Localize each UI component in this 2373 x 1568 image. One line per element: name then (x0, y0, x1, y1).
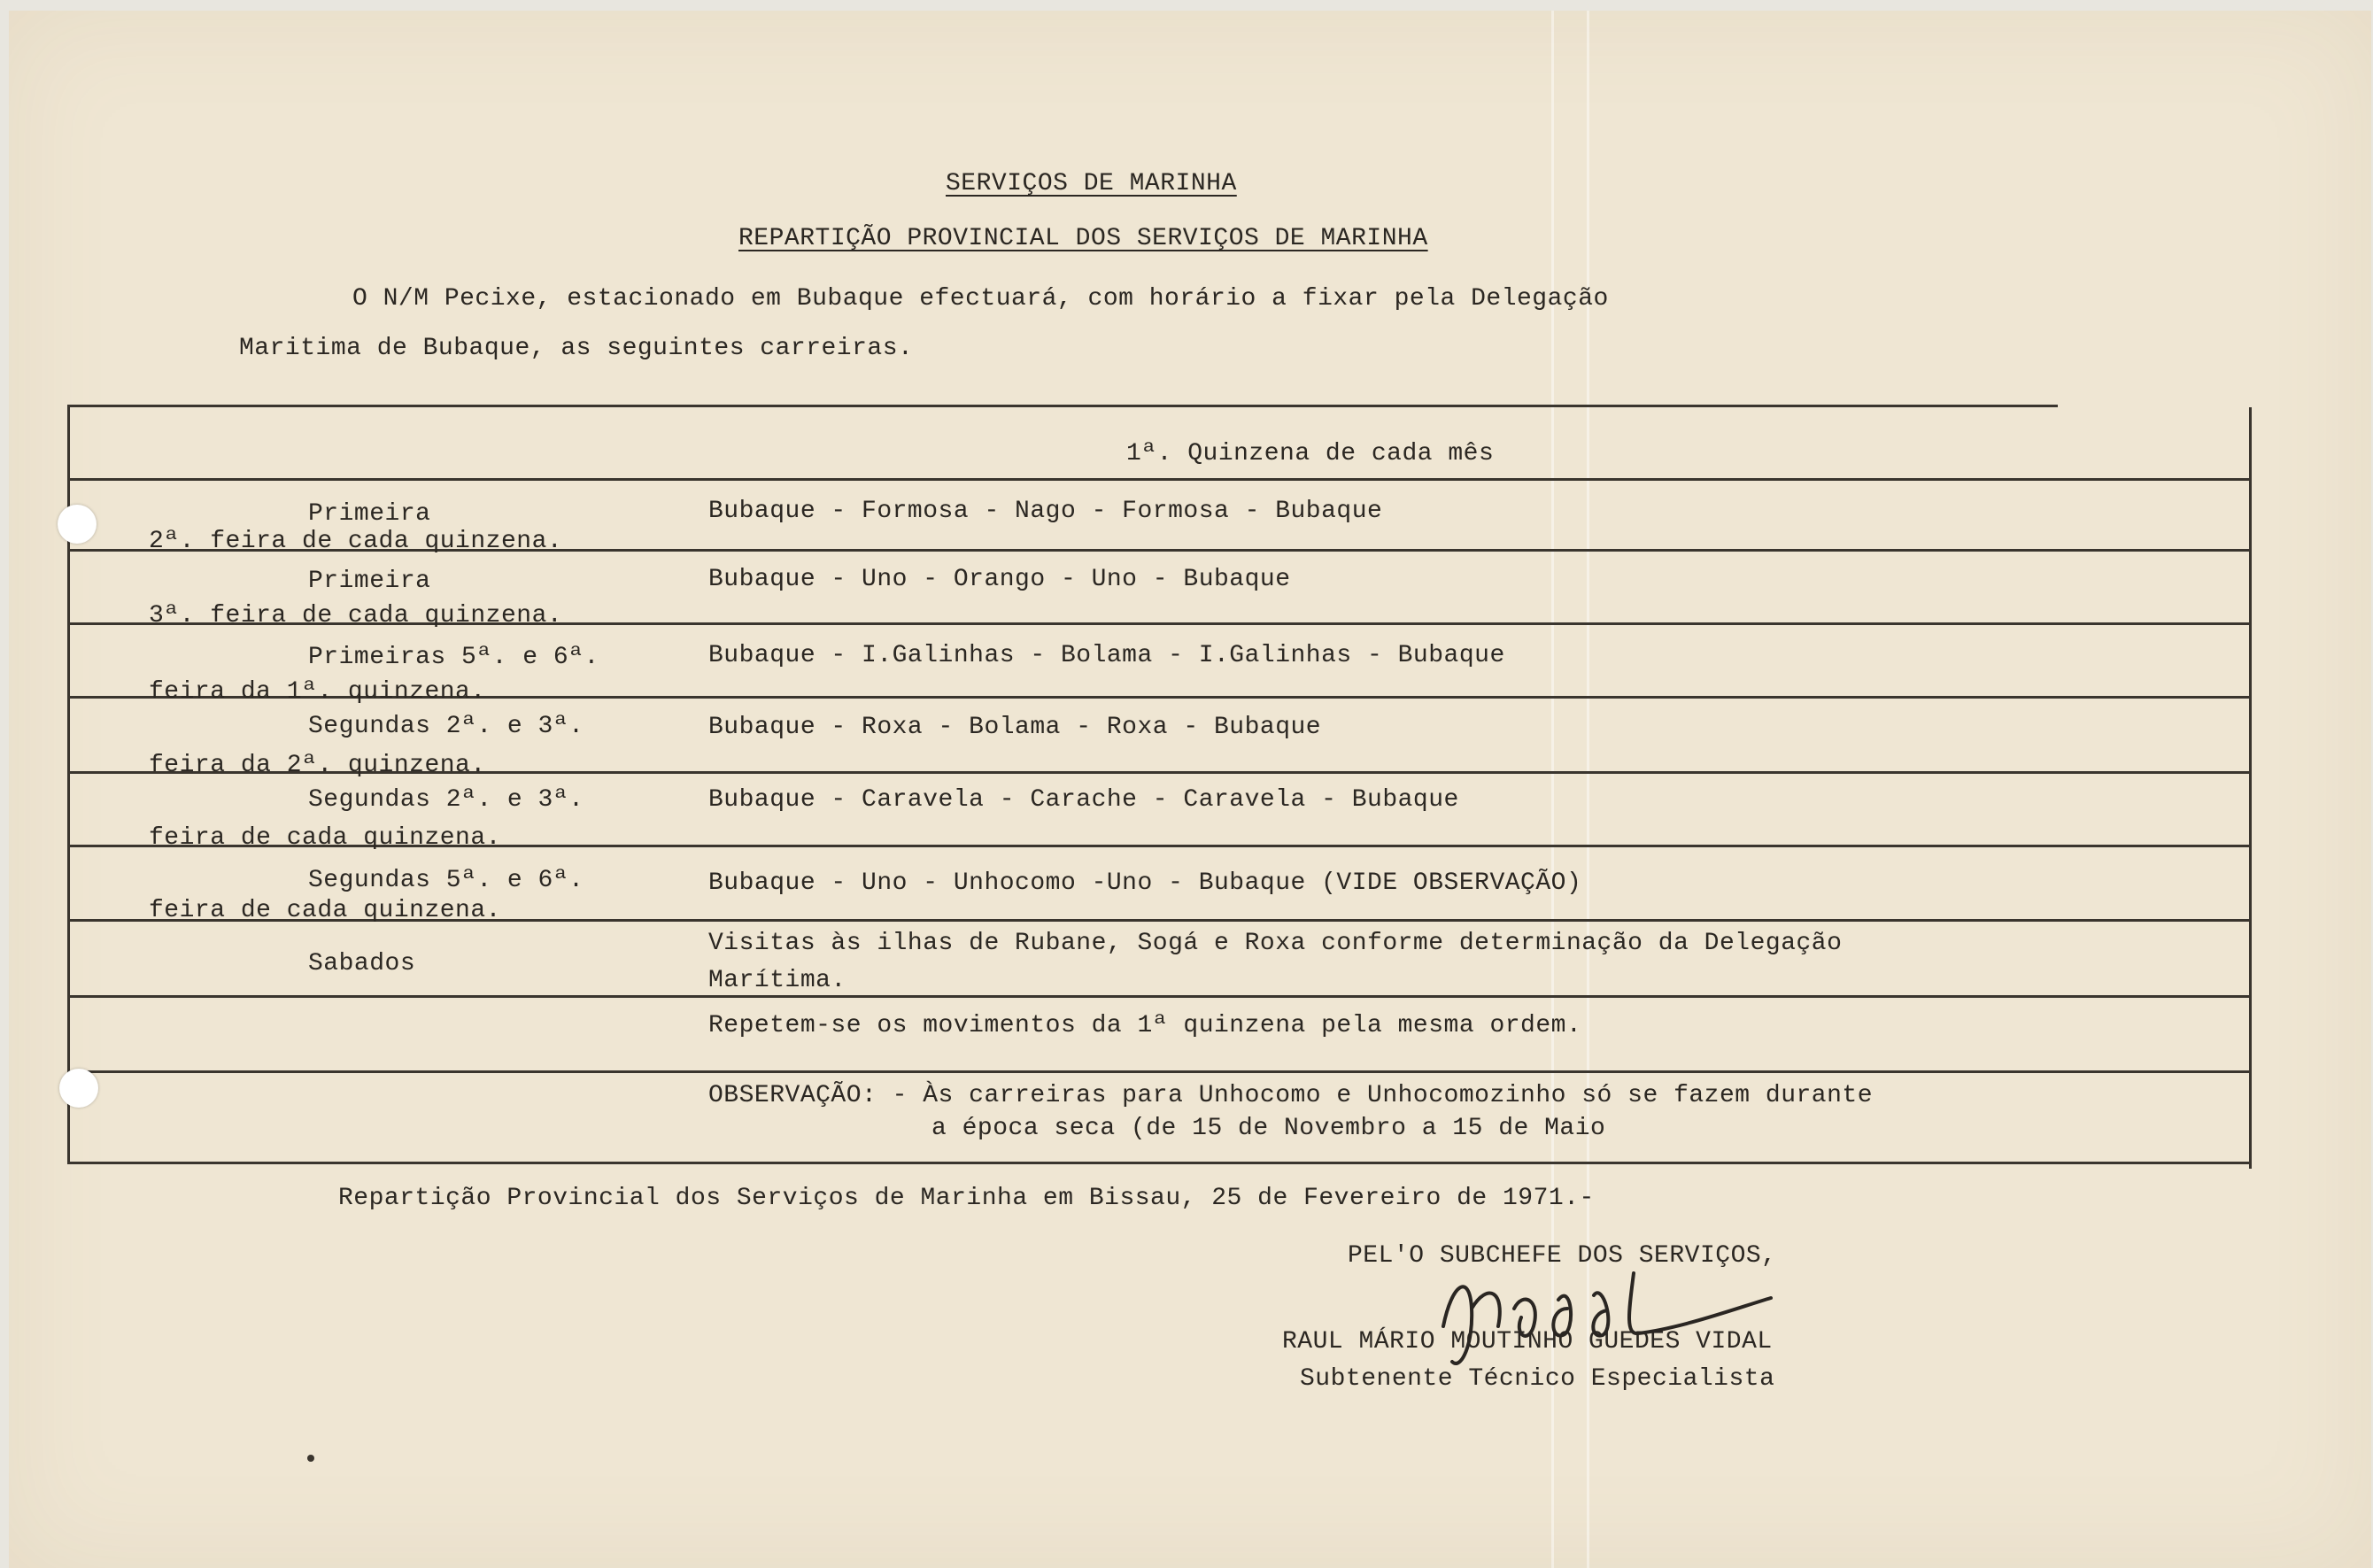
table-right-border (2249, 407, 2252, 1169)
row-route: Bubaque - Caravela - Carache - Caravela - Bubaque (708, 786, 1459, 814)
table-top-border (67, 405, 2058, 407)
saturday-label: Sabados (308, 950, 416, 977)
document-title: SERVIÇOS DE MARINHA (946, 170, 1237, 197)
repeat-note: Repetem-se os movimentos da 1ª quinzena pela mesma ordem. (708, 1012, 1582, 1039)
row-route: Bubaque - Uno - Orango - Uno - Bubaque (708, 566, 1291, 593)
row-day-label: Primeira (308, 568, 431, 595)
table-bottom-border (67, 1162, 2252, 1164)
saturday-text-2: Marítima. (708, 967, 846, 994)
row-divider (67, 1070, 2252, 1073)
row-day-label: Primeiras 5ª. e 6ª. (308, 644, 599, 671)
row-route: Bubaque - Formosa - Nago - Formosa - Bubaque (708, 498, 1383, 525)
row-day-detail: feira da 2ª. quinzena. (149, 752, 486, 779)
row-day-detail: 2ª. feira de cada quinzena. (149, 528, 563, 555)
row-day-label: Segundas 2ª. e 3ª. (308, 713, 584, 740)
row-day-label: Segundas 5ª. e 6ª. (308, 867, 584, 894)
punch-hole (59, 1069, 98, 1108)
signatory-name: RAUL MÁRIO MOUTINHO GUEDES VIDAL (1282, 1328, 1773, 1356)
row-route: Bubaque - I.Galinhas - Bolama - I.Galinhas - Bubaque (708, 642, 1505, 669)
signatory-rank: Subtenente Técnico Especialista (1300, 1365, 1775, 1393)
observation-line-1: OBSERVAÇÃO: - Às carreiras para Unhocomo e Unhocomozinho só se fazem durante (708, 1082, 1874, 1109)
ink-dot (307, 1455, 314, 1462)
row-route: Bubaque - Roxa - Bolama - Roxa - Bubaque (708, 714, 1322, 741)
observation-line-2: a época seca (de 15 de Novembro a 15 de Maio (931, 1115, 1606, 1142)
row-day-detail: feira de cada quinzena. (149, 897, 501, 924)
table-heading: 1ª. Quinzena de cada mês (1126, 440, 1495, 467)
row-day-label: Primeira (308, 500, 431, 528)
row-day-detail: 3ª. feira de cada quinzena. (149, 602, 563, 630)
intro-line-2: Maritima de Bubaque, as seguintes carreiras. (239, 335, 914, 362)
document-subtitle: REPARTIÇÃO PROVINCIAL DOS SERVIÇOS DE MARINHA (738, 225, 1428, 252)
row-divider (67, 478, 2252, 481)
intro-line-1: O N/M Pecixe, estacionado em Bubaque efectuará, com horário a fixar pela Delegação (352, 285, 1609, 313)
punch-hole (58, 505, 97, 544)
place-date: Repartição Provincial dos Serviços de Marinha em Bissau, 25 de Fevereiro de 1971.- (338, 1185, 1595, 1212)
saturday-text-1: Visitas às ilhas de Rubane, Sogá e Roxa conforme determinação da Delegação (708, 930, 1843, 957)
row-day-label: Segundas 2ª. e 3ª. (308, 786, 584, 814)
on-behalf: PEL'O SUBCHEFE DOS SERVIÇOS, (1348, 1242, 1777, 1270)
row-day-detail: feira da 1ª. quinzena. (149, 678, 486, 706)
row-divider (67, 995, 2252, 998)
row-day-detail: feira de cada quinzena. (149, 824, 501, 852)
handwritten-signature (1417, 1247, 1789, 1379)
row-route: Bubaque - Uno - Unhocomo -Uno - Bubaque (VIDE OBSERVAÇÃO) (708, 869, 1582, 897)
